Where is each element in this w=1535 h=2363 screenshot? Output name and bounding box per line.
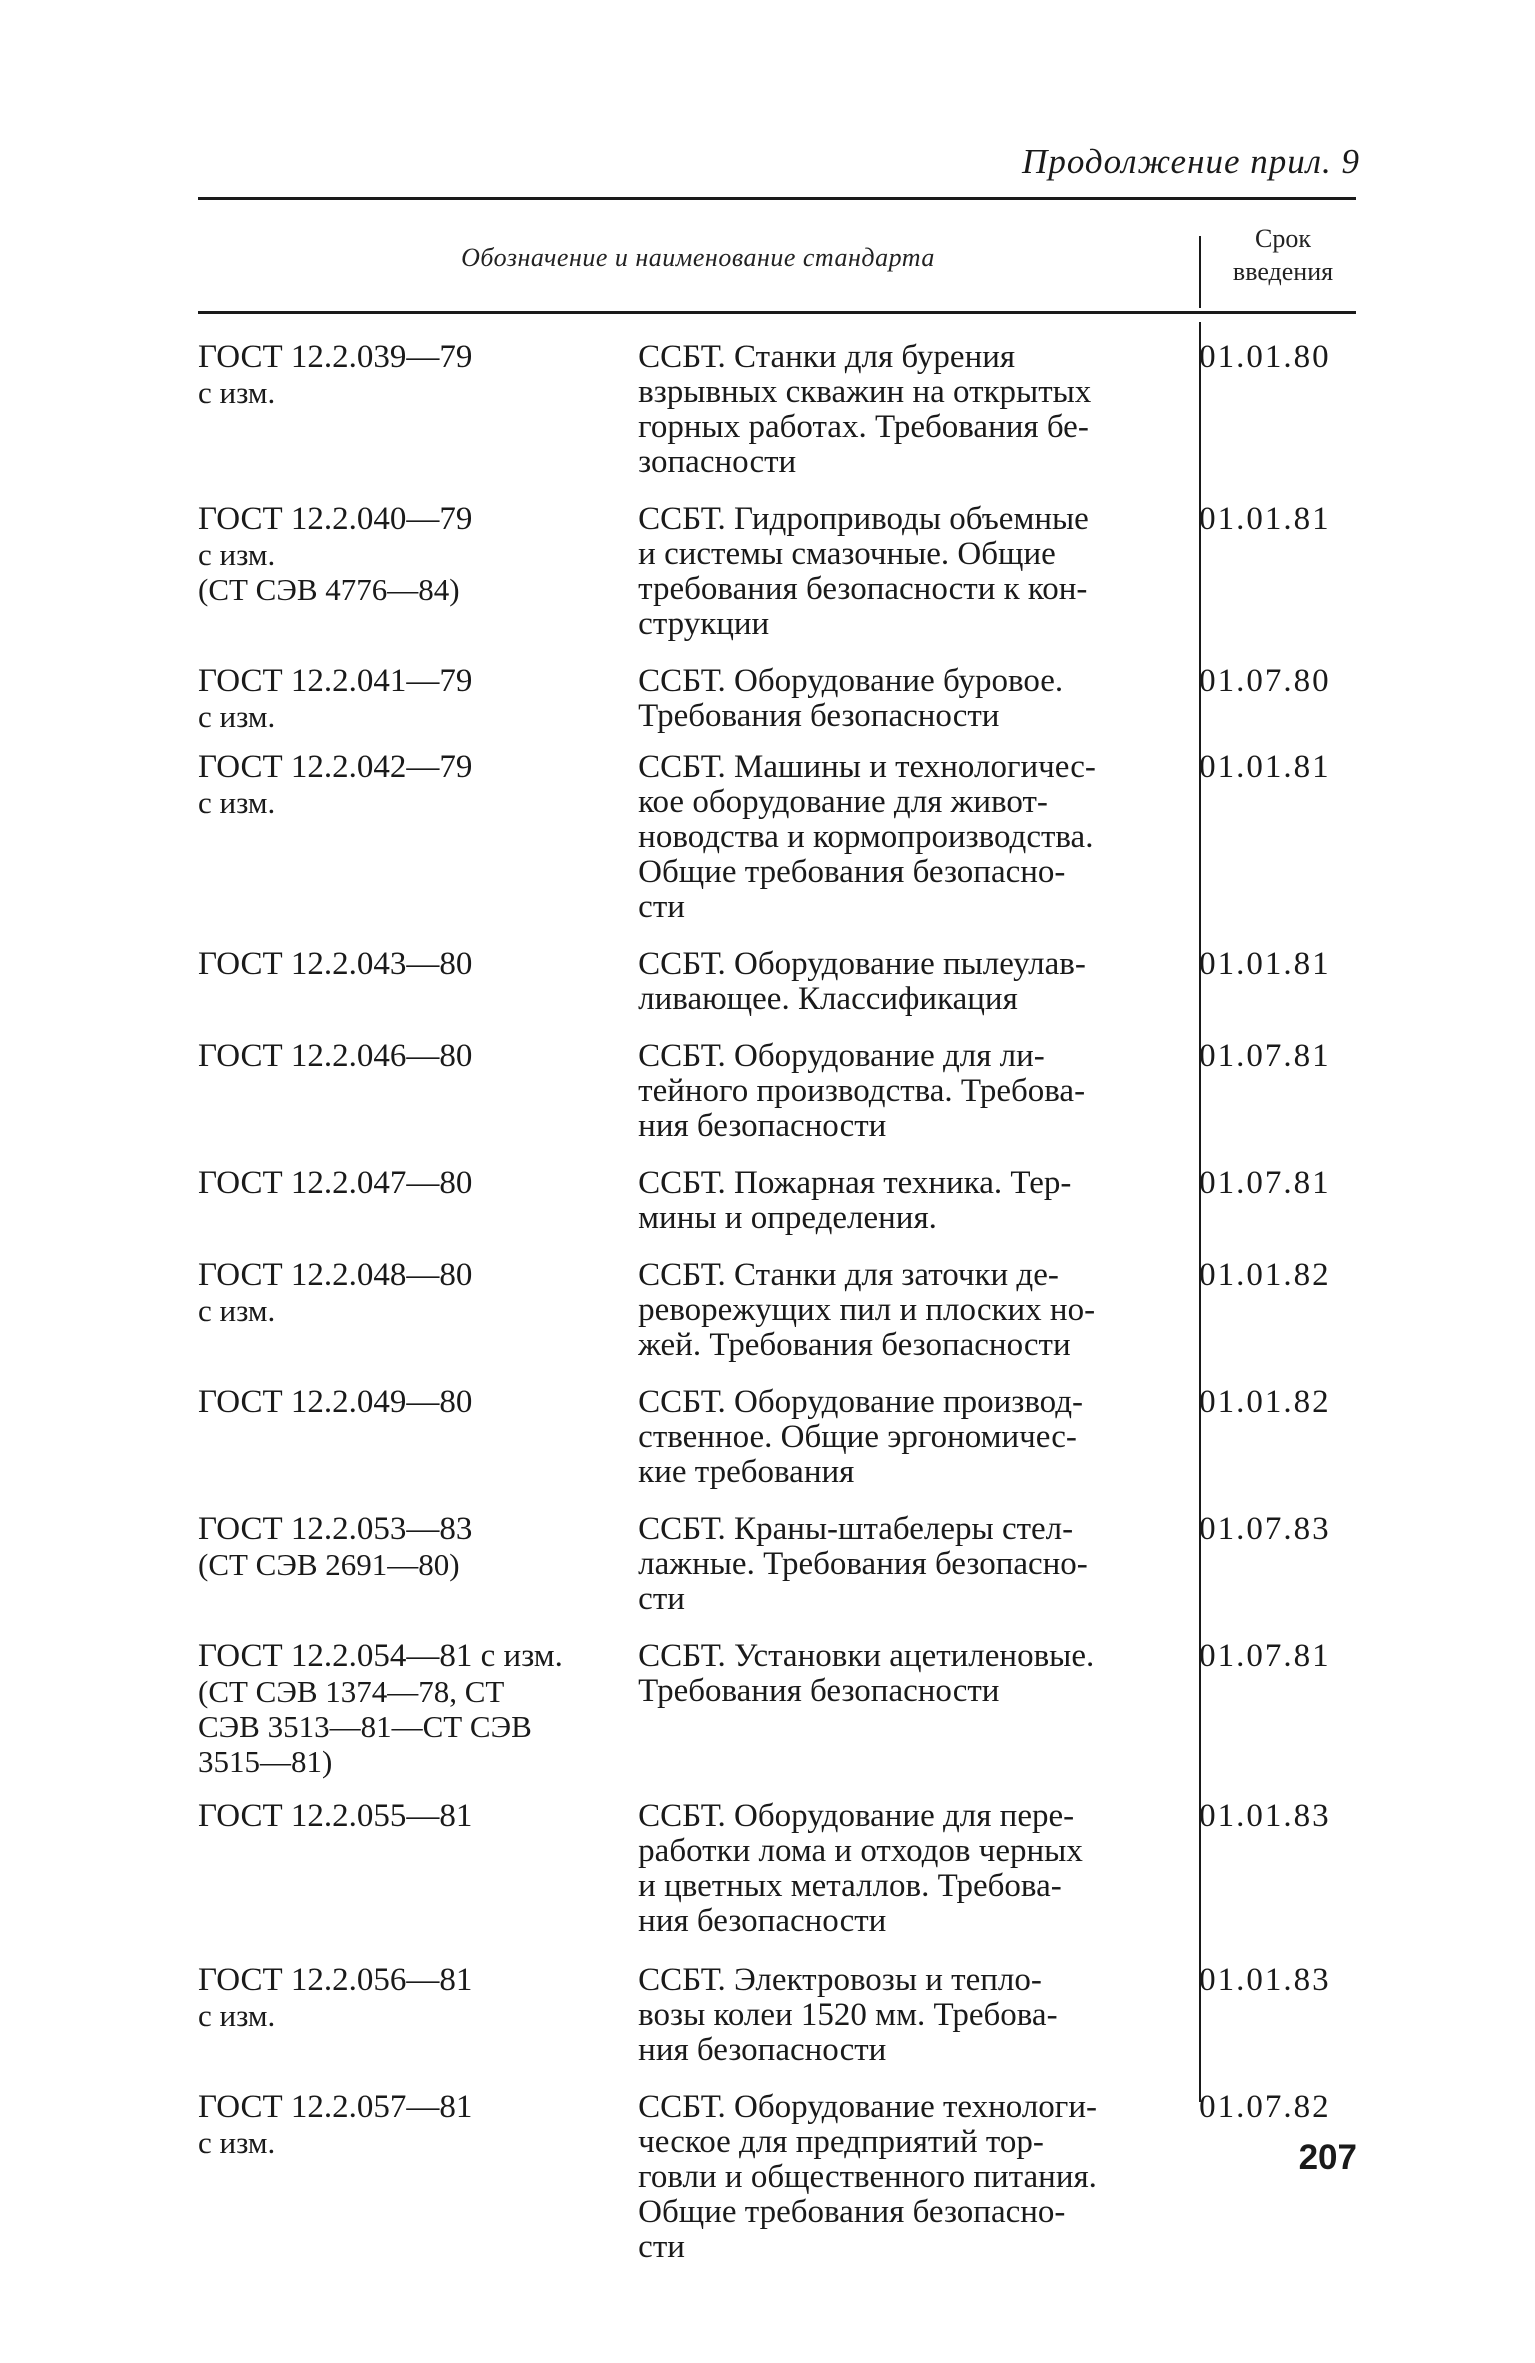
table-row (198, 1639, 1358, 1779)
standard-title-line: и цветных металлов. Требова- (638, 1868, 1062, 1904)
standard-code-line: 3515—81) (198, 1744, 333, 1779)
standard-code-line: (СТ СЭВ 2691—80) (198, 1547, 460, 1582)
table-row (198, 1385, 1358, 1490)
standard-code (198, 502, 638, 607)
standard-title-line: ственное. Общие эргономичес- (638, 1419, 1077, 1455)
table-row (198, 1799, 1358, 1939)
standard-title-line: ческое для предприятий тор- (638, 2124, 1044, 2160)
effective-date: 01.01.82 (1199, 1384, 1331, 1420)
effective-date: 01.07.82 (1199, 2089, 1331, 2125)
standard-code-line: (СТ СЭВ 4776—84) (198, 572, 460, 607)
table-row (198, 340, 1358, 480)
standard-title (638, 1039, 1161, 1144)
standard-code-line: ГОСТ 12.2.057—81 (198, 2089, 473, 2125)
table-row (198, 2090, 1358, 2265)
table-row (198, 664, 1358, 734)
continuation-label: Продолжение прил. 9 (1022, 142, 1360, 181)
table-row (198, 750, 1358, 925)
standard-code-line: ГОСТ 12.2.042—79 (198, 749, 473, 785)
effective-date: 01.01.83 (1199, 1962, 1331, 1998)
standard-code (198, 1166, 638, 1201)
effective-date: 01.01.83 (1199, 1798, 1331, 1834)
standard-code-line: с изм. (198, 1998, 276, 2033)
standard-title-line: ния безопасности (638, 1108, 887, 1144)
standard-code-line: ГОСТ 12.2.040—79 (198, 501, 473, 537)
standard-title-line: возы колеи 1520 мм. Требова- (638, 1997, 1058, 2033)
standard-title-line: зопасности (638, 444, 797, 480)
effective-date: 01.01.82 (1199, 1257, 1331, 1293)
standard-title-line: лажные. Требования безопасно- (638, 1546, 1088, 1582)
standard-code-line: ГОСТ 12.2.055—81 (198, 1798, 473, 1834)
table-row (198, 502, 1358, 642)
effective-date: 01.07.81 (1199, 1038, 1331, 1074)
effective-date: 01.07.81 (1199, 1638, 1331, 1674)
table-top-rule (198, 197, 1356, 200)
page-number: 207 (1298, 2138, 1357, 2177)
standard-title (638, 947, 1161, 1017)
standard-title (638, 750, 1161, 925)
standard-code (198, 1512, 638, 1582)
standard-code (198, 1639, 638, 1779)
standard-title-line: сти (638, 1581, 685, 1617)
standard-title-line: ливающее. Классификация (638, 981, 1018, 1017)
effective-date: 01.07.81 (1199, 1165, 1331, 1201)
standard-title-line: Требования безопасности (638, 698, 1000, 734)
standard-title (638, 1166, 1161, 1236)
standard-code-line: ГОСТ 12.2.056—81 (198, 1962, 473, 1998)
column-header-date (1210, 222, 1356, 288)
standard-title-line: требования безопасности к кон- (638, 571, 1088, 607)
standard-code-line: с изм. (198, 1293, 276, 1328)
standard-code-line: с изм. (198, 375, 276, 410)
standard-title-line: кие требования (638, 1454, 855, 1490)
standard-code (198, 1385, 638, 1420)
standard-code-line: ГОСТ 12.2.054—81 с изм. (198, 1638, 563, 1674)
column-header-date-line2: введения (1232, 257, 1334, 286)
header-column-divider (1199, 236, 1201, 308)
standard-title (638, 1512, 1161, 1617)
standard-code-line: ГОСТ 12.2.039—79 (198, 339, 473, 375)
standard-code-line: СЭВ 3513—81—СТ СЭВ (198, 1709, 532, 1744)
standard-code-line: с изм. (198, 2125, 276, 2160)
standard-code (198, 947, 638, 982)
standard-code (198, 340, 638, 410)
effective-date: 01.07.80 (1199, 663, 1331, 699)
standard-code (198, 664, 638, 734)
standard-title-line: взрывных скважин на открытых (638, 374, 1092, 410)
standard-title-line: реворежущих пил и плоских но- (638, 1292, 1096, 1328)
effective-date: 01.01.81 (1199, 749, 1331, 785)
standard-code-line: ГОСТ 12.2.041—79 (198, 663, 473, 699)
table-row (198, 1166, 1358, 1236)
effective-date: 01.01.80 (1199, 339, 1331, 375)
column-header-date-line1: Срок (1255, 224, 1311, 253)
standard-title-line: и системы смазочные. Общие (638, 536, 1056, 572)
standard-title-line: сти (638, 2229, 685, 2265)
standard-title-line: тейного производства. Требова- (638, 1073, 1086, 1109)
standards-table-body (198, 340, 1358, 2265)
standard-code (198, 1963, 638, 2033)
standard-title-line: говли и общественного питания. (638, 2159, 1097, 2195)
standard-code-line: ГОСТ 12.2.046—80 (198, 1038, 473, 1074)
standard-title (638, 1258, 1161, 1363)
standard-title-line: ССБТ. Электровозы и тепло- (638, 1962, 1042, 1998)
standard-title-line: Общие требования безопасно- (638, 854, 1066, 890)
table-row (198, 1039, 1358, 1144)
standard-title (638, 1963, 1161, 2068)
effective-date: 01.01.81 (1199, 946, 1331, 982)
standard-code (198, 1258, 638, 1328)
effective-date: 01.01.81 (1199, 501, 1331, 537)
standard-title (638, 2090, 1161, 2265)
standard-title-line: ССБТ. Гидроприводы объемные (638, 501, 1089, 537)
standard-title-line: новодства и кормопроизводства. (638, 819, 1094, 855)
standard-title-line: струкции (638, 606, 770, 642)
standard-title (638, 340, 1161, 480)
standard-title-line: ния безопасности (638, 2032, 887, 2068)
standard-title-line: жей. Требования безопасности (638, 1327, 1071, 1363)
standard-title-line: ССБТ. Оборудование буровое. (638, 663, 1064, 699)
standard-code (198, 1039, 638, 1074)
standard-title-line: ССБТ. Оборудование для пере- (638, 1798, 1075, 1834)
standard-title-line: кое оборудование для живот- (638, 784, 1048, 820)
table-row (198, 947, 1358, 1017)
standard-code-line: ГОСТ 12.2.043—80 (198, 946, 473, 982)
standard-title (638, 664, 1161, 734)
column-header-name: Обозначение и наименование стандарта (461, 243, 935, 272)
table-row (198, 1512, 1358, 1617)
standard-code-line: ГОСТ 12.2.048—80 (198, 1257, 473, 1293)
standard-title-line: ССБТ. Станки для заточки де- (638, 1257, 1059, 1293)
header-bottom-rule (198, 311, 1356, 314)
standard-title-line: работки лома и отходов черных (638, 1833, 1083, 1869)
standard-title (638, 1799, 1161, 1939)
standard-title-line: ССБТ. Пожарная техника. Тер- (638, 1165, 1072, 1201)
standard-title (638, 1385, 1161, 1490)
standard-title-line: ния безопасности (638, 1903, 887, 1939)
standard-code-line: ГОСТ 12.2.047—80 (198, 1165, 473, 1201)
standard-title-line: ССБТ. Оборудование производ- (638, 1384, 1084, 1420)
standard-code-line: ГОСТ 12.2.049—80 (198, 1384, 473, 1420)
standard-code-line: с изм. (198, 785, 276, 820)
standard-code-line: с изм. (198, 537, 276, 572)
standard-code (198, 2090, 638, 2160)
standard-title-line: сти (638, 889, 685, 925)
standard-title-line: ССБТ. Оборудование пылеулав- (638, 946, 1086, 982)
table-row (198, 1963, 1358, 2068)
standard-title-line: Требования безопасности (638, 1673, 1000, 1709)
standard-code-line: с изм. (198, 699, 276, 734)
effective-date: 01.07.83 (1199, 1511, 1331, 1547)
standard-title-line: Общие требования безопасно- (638, 2194, 1066, 2230)
standard-title-line: ССБТ. Установки ацетиленовые. (638, 1638, 1095, 1674)
standard-title (638, 1639, 1161, 1709)
standard-code (198, 750, 638, 820)
standard-title-line: ССБТ. Машины и технологичес- (638, 749, 1096, 785)
standard-code-line: (СТ СЭВ 1374—78, СТ (198, 1674, 505, 1709)
standard-title-line: горных работах. Требования бе- (638, 409, 1089, 445)
standard-code (198, 1799, 638, 1834)
standard-title (638, 502, 1161, 642)
standard-title-line: ССБТ. Оборудование технологи- (638, 2089, 1097, 2125)
standard-title-line: мины и определения. (638, 1200, 937, 1236)
standard-title-line: ССБТ. Станки для бурения (638, 339, 1016, 375)
table-row (198, 1258, 1358, 1363)
standard-code-line: ГОСТ 12.2.053—83 (198, 1511, 473, 1547)
standard-title-line: ССБТ. Оборудование для ли- (638, 1038, 1045, 1074)
standard-title-line: ССБТ. Краны-штабелеры стел- (638, 1511, 1074, 1547)
